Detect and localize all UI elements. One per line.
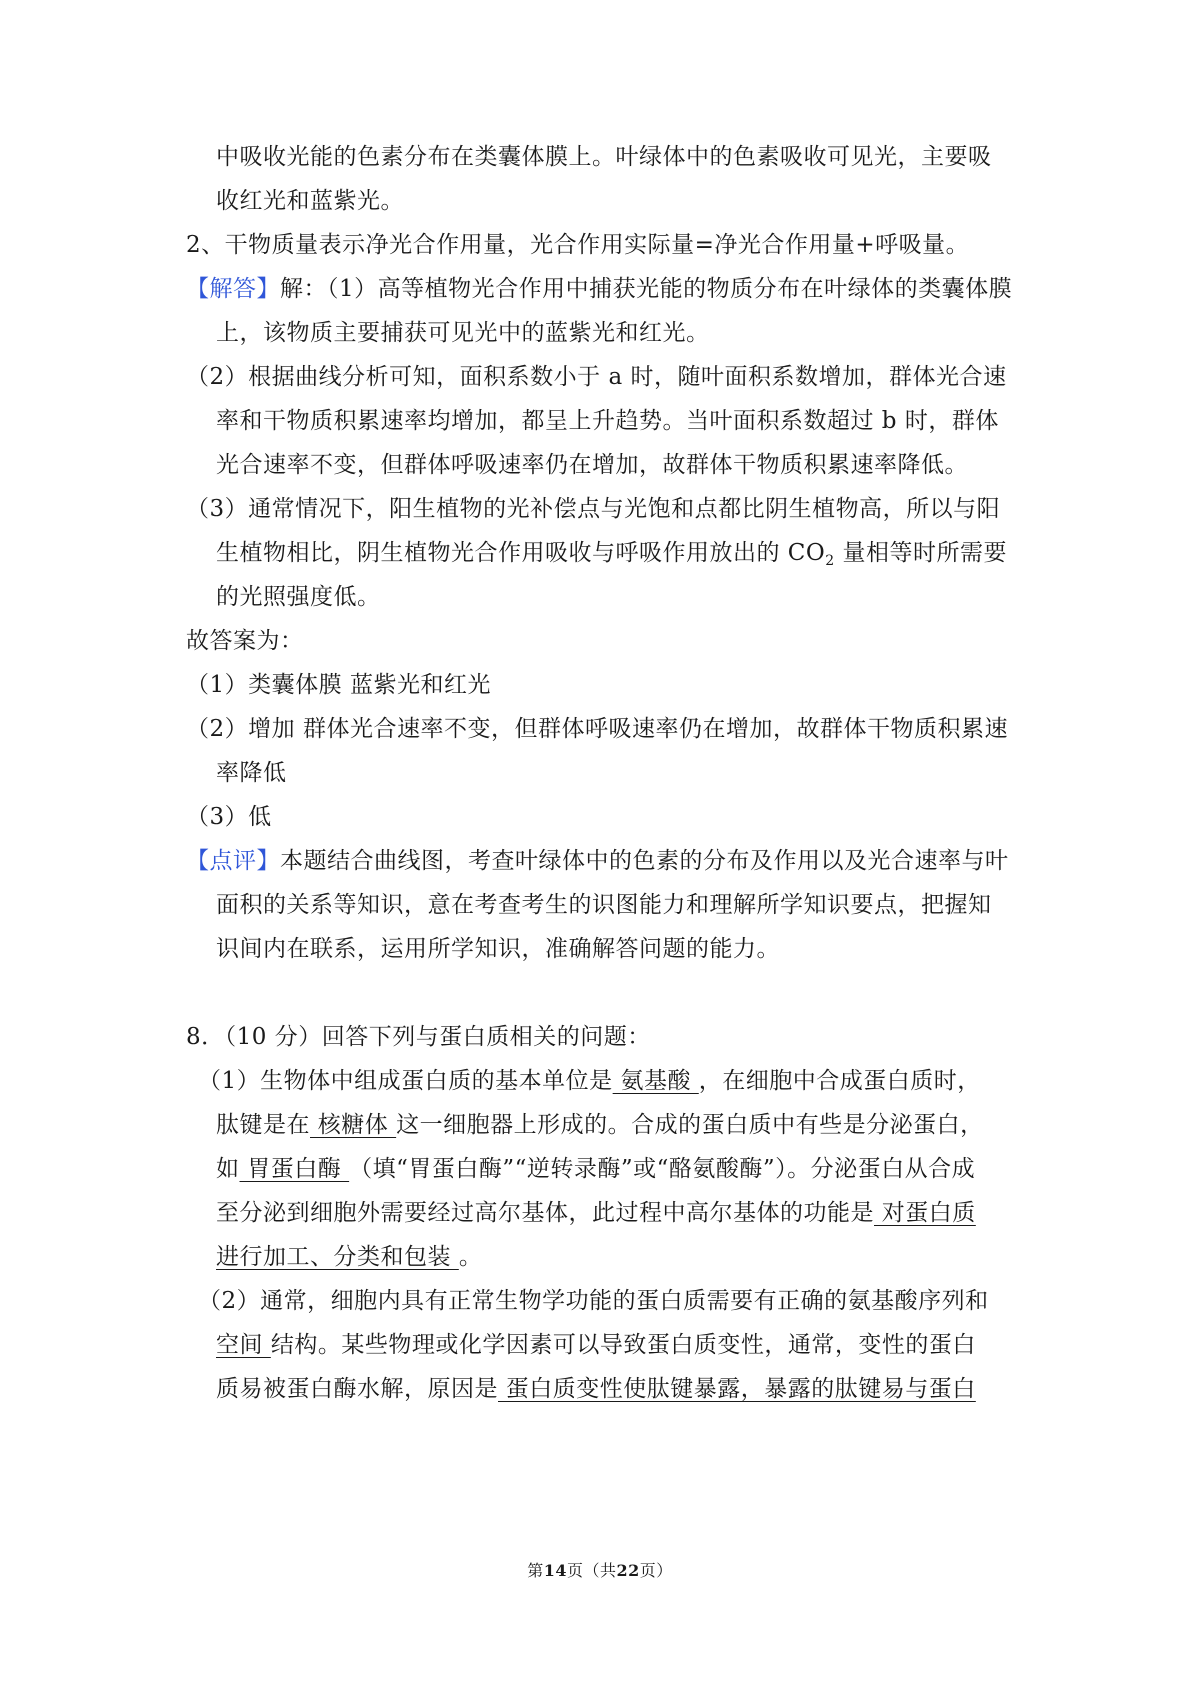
question-8-line-3 [0, 1154, 1200, 1184]
analysis-line-1: 中吸收光能的色素分布在类囊体膜上。叶绿体中的色素吸收可见光，主要吸 [216, 144, 992, 170]
page-number: 14 [543, 1561, 567, 1580]
question-8-line-6: （2）通常，细胞内具有正常生物学功能的蛋白质需要有正确的氨基酸序列和 [198, 1288, 989, 1314]
answer-text: 解：（1）高等植物光合作用中捕获光能的物质分布在叶绿体的类囊体膜 [280, 276, 1013, 302]
answer-blank-pepsin: 胃蛋白酶 [239, 1156, 350, 1182]
footer-text: 页） [639, 1561, 673, 1580]
answer-part3-line-2 [0, 538, 1200, 576]
question-8-line-2 [0, 1110, 1200, 1140]
q8-text: （填“胃蛋白酶”“逆转录酶”或“酪氨酸酶”）。分泌蛋白从合成 [349, 1156, 976, 1182]
q8-text: 这一细胞器上形成的。合成的蛋白质中有些是分泌蛋白， [396, 1112, 984, 1138]
q8-text: （1）生物体中组成蛋白质的基本单位是 [198, 1068, 613, 1094]
page-total: 22 [616, 1561, 640, 1580]
comment-line-3: 识间内在联系，运用所学知识，准确解答问题的能力。 [216, 936, 780, 962]
comment-line-2: 面积的关系等知识，意在考查考生的识图能力和理解所学知识要点，把握知 [216, 892, 992, 918]
final-answer-2-line-2: 率降低 [216, 760, 287, 786]
answer-line-1 [0, 274, 1200, 304]
final-answer-3: （3）低 [186, 804, 272, 830]
answer-part2-line-2: 率和干物质积累速率均增加，都呈上升趋势。当叶面积系数超过 b 时，群体 [216, 408, 999, 434]
answer-blank-golgi-function-cont: 进行加工、分类和包装 [216, 1244, 459, 1270]
q8-text: 质易被蛋白酶水解，原因是 [216, 1376, 498, 1402]
q8-text: 结构。某些物理或化学因素可以导致蛋白质变性，通常，变性的蛋白 [270, 1332, 976, 1358]
page-footer [0, 1560, 1200, 1582]
answer-line-2: 上，该物质主要捕获可见光中的蓝紫光和红光。 [216, 320, 710, 346]
final-answer-label: 故答案为： [186, 628, 304, 654]
q8-text: 至分泌到细胞外需要经过高尔基体，此过程中高尔基体的功能是 [216, 1200, 874, 1226]
q8-text: 肽键是在 [216, 1112, 310, 1138]
answer-part2-line-3: 光合速率不变，但群体呼吸速率仍在增加，故群体干物质积累速率降低。 [216, 452, 968, 478]
final-answer-2-line-1: （2）增加 群体光合速率不变，但群体呼吸速率仍在增加，故群体干物质积累速 [186, 716, 1008, 742]
question-8-line-4 [0, 1198, 1200, 1228]
answer-part3-text-a: 生植物相比，阴生植物光合作用吸收与呼吸作用放出的 CO [216, 540, 826, 566]
q8-text: ，在细胞中合成蛋白质时， [698, 1068, 981, 1094]
answer-blank-golgi-function: 对蛋白质 [874, 1200, 976, 1226]
comment-line-1 [0, 846, 1200, 876]
answer-part2-line-1: （2）根据曲线分析可知，面积系数小于 a 时，随叶面积系数增加，群体光合速 [186, 364, 1007, 390]
answer-part3-text-b: 量相等时所需要 [834, 540, 1007, 566]
answer-blank-denaturation: 蛋白质变性使肽键暴露，暴露的肽键易与蛋白 [498, 1376, 976, 1402]
q8-text: 。 [458, 1244, 483, 1270]
question-8-title: 8．（10 分）回答下列与蛋白质相关的问题： [186, 1024, 651, 1050]
final-answer-1: （1）类囊体膜 蓝紫光和红光 [186, 672, 491, 698]
comment-tag: 【点评】 [186, 848, 280, 874]
answer-blank-amino-acid: 氨基酸 [612, 1068, 699, 1094]
answer-blank-ribosome: 核糖体 [310, 1112, 397, 1138]
analysis-line-2: 收红光和蓝紫光。 [216, 188, 404, 214]
question-8-line-1 [0, 1066, 1200, 1096]
analysis-point-2: 2、干物质量表示净光合作用量，光合作用实际量=净光合作用量+呼吸量。 [186, 232, 970, 258]
answer-part3-line-1: （3）通常情况下，阳生植物的光补偿点与光饱和点都比阴生植物高，所以与阳 [186, 496, 1001, 522]
question-8-line-7 [0, 1330, 1200, 1360]
question-8-line-8 [0, 1374, 1200, 1404]
q8-text: 如 [216, 1156, 240, 1182]
question-8-line-5 [0, 1242, 1200, 1272]
answer-blank-spatial: 空间 [216, 1332, 271, 1358]
co2-subscript: 2 [825, 553, 835, 569]
comment-text: 本题结合曲线图，考查叶绿体中的色素的分布及作用以及光合速率与叶 [280, 848, 1009, 874]
footer-text: 页（共 [566, 1561, 617, 1580]
answer-part3-line-3: 的光照强度低。 [216, 584, 381, 610]
footer-text: 第 [527, 1561, 544, 1580]
answer-tag: 【解答】 [186, 276, 280, 302]
